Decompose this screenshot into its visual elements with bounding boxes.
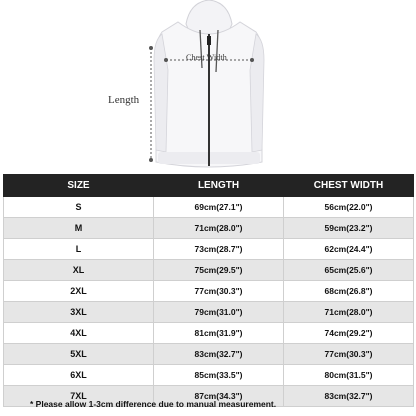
length-label: Length (108, 94, 140, 106)
size-cell: L (4, 239, 154, 260)
table-row (4, 197, 414, 218)
size-cell: XL (4, 260, 154, 281)
chest-cell: 71cm(28.0") (284, 302, 414, 323)
length-cell: 69cm(27.1") (154, 197, 284, 218)
table-row (4, 323, 414, 344)
length-endpoint-top (149, 46, 153, 50)
chest-cell: 80cm(31.5") (284, 365, 414, 386)
chest-cell: 77cm(30.3") (284, 344, 414, 365)
chest-cell: 68cm(26.8") (284, 281, 414, 302)
chest-cell: 74cm(29.2") (284, 323, 414, 344)
size-cell: 2XL (4, 281, 154, 302)
table-row (4, 239, 414, 260)
length-cell: 77cm(30.3") (154, 281, 284, 302)
size-cell: S (4, 197, 154, 218)
chest-cell: 65cm(25.6") (284, 260, 414, 281)
chest-cell: 83cm(32.7") (284, 386, 414, 407)
length-cell: 83cm(32.7") (154, 344, 284, 365)
length-cell: 79cm(31.0") (154, 302, 284, 323)
chest-cell: 59cm(23.2") (284, 218, 414, 239)
length-endpoint-bottom (149, 158, 153, 162)
header-length: LENGTH (154, 175, 284, 197)
size-cell: 7XL (4, 386, 154, 407)
hoodie-illustration (0, 0, 416, 168)
table-row (4, 218, 414, 239)
size-cell: 5XL (4, 344, 154, 365)
header-chest-width: CHEST WIDTH (284, 175, 414, 197)
length-cell: 73cm(28.7") (154, 239, 284, 260)
size-cell: 4XL (4, 323, 154, 344)
size-cell: M (4, 218, 154, 239)
chest-cell: 56cm(22.0") (284, 197, 414, 218)
table-row (4, 302, 414, 323)
size-cell: 3XL (4, 302, 154, 323)
chest-cell: 62cm(24.4") (284, 239, 414, 260)
length-cell: 81cm(31.9") (154, 323, 284, 344)
table-row (4, 260, 414, 281)
chest-width-endpoint-right (250, 58, 254, 62)
length-cell: 85cm(33.5") (154, 365, 284, 386)
chest-width-label: Chest Width (186, 53, 227, 62)
measurement-note: * Please allow 1-3cm difference due to manual measurement. (30, 399, 277, 409)
length-cell: 75cm(29.5") (154, 260, 284, 281)
length-cell: 71cm(28.0") (154, 218, 284, 239)
length-cell: 87cm(34.3") (154, 386, 284, 407)
size-chart-table (3, 174, 414, 407)
chest-width-endpoint-left (164, 58, 168, 62)
table-row (4, 344, 414, 365)
table-row (4, 281, 414, 302)
table-header-row (4, 175, 414, 197)
hoodie-measurement-figure (0, 0, 416, 168)
size-cell: 6XL (4, 365, 154, 386)
header-size: SIZE (4, 175, 154, 197)
zipper-pull (207, 36, 211, 45)
table-row (4, 365, 414, 386)
